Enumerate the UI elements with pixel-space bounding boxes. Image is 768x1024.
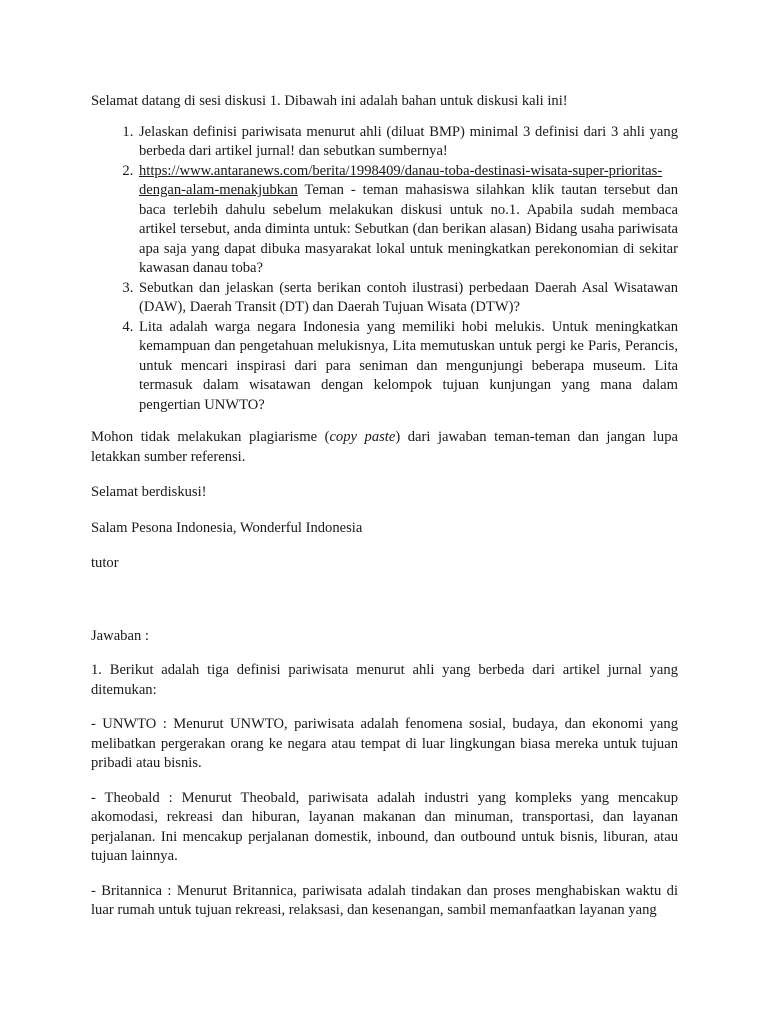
intro-paragraph: Selamat datang di sesi diskusi 1. Dibawah ini adalah bahan untuk diskusi kali ini!	[91, 93, 568, 109]
question-list	[91, 123, 678, 416]
answer-heading: Jawaban :	[91, 627, 149, 644]
question-2-text: Teman - teman mahasiswa silahkan klik tautan tersebut dan baca terlebih dahulu sebelum melakukan diskusi untuk no.1. Apabila sudah membaca artikel tersebut, anda diminta untuk: Sebutkan (dan berikan alasan) Bidang usaha pariwisata apa saja yang dapat dibuka masyarakat lokal untuk meningkatkan perekonomian di sekitar kawasan danau toba?	[139, 182, 678, 276]
signature: tutor	[91, 555, 119, 571]
plagiarism-italic: copy paste	[329, 429, 396, 445]
definition-britannica: - Britannica : Menurut Britannica, pariwisata adalah tindakan dan proses menghabiskan waktu di luar rumah untuk tujuan rekreasi, relaksasi, dan kesenangan, sambil memanfaatkan layanan yang	[91, 882, 678, 918]
question-1-text: Jelaskan definisi pariwisata menurut ahli (diluat BMP) minimal 3 definisi dari 3 ahli yang berbeda dari artikel jurnal! dan sebutkan sumbernya!	[139, 123, 678, 159]
answer-intro: 1. Berikut adalah tiga definisi pariwisata menurut ahli yang berbeda dari artikel jurnal yang ditemukan:	[91, 662, 678, 698]
greeting: Selamat berdiskusi!	[91, 484, 207, 500]
definition-theobald: - Theobald : Menurut Theobald, pariwisata adalah industri yang kompleks yang mencakup akomodasi, rekreasi dan hiburan, layanan makanan dan minuman, transportasi, dan layanan perjalanan. Ini mencakup perjalanan domestik, inbound, dan outbound untuk bisnis, liburan, atau tujuan lainnya.	[91, 789, 678, 864]
question-item-4	[137, 318, 678, 416]
question-4-text: Lita adalah warga negara Indonesia yang memiliki hobi melukis. Untuk meningkatkan kemampuan dan pengetahuan melukisnya, Lita memutuskan untuk pergi ke Paris, Perancis, untuk mencari inspirasi dari para seniman dan mengunjungi beberapa museum. Lita termasuk dalam wisatawan dengan kelompok tujuan kunjungan yang mana dalam pengertian UNWTO?	[139, 318, 678, 413]
document-page	[91, 92, 678, 921]
salam-line: Salam Pesona Indonesia, Wonderful Indonesia	[91, 519, 363, 536]
antaranews-article-link[interactable]: https://www.antaranews.com/berita/1998409/danau-toba-destinasi-wisata-super-prioritas-dengan-alam-menakjubkan	[139, 162, 663, 198]
question-item-3	[137, 279, 678, 318]
definition-unwto: - UNWTO : Menurut UNWTO, pariwisata adalah fenomena sosial, budaya, dan ekonomi yang melibatkan pergerakan orang ke negara atau tempat di luar lingkungan biasa mereka untuk tujuan pribadi atau bisnis.	[91, 716, 678, 771]
plagiarism-note	[91, 428, 678, 467]
plagiarism-text-before: Mohon tidak melakukan plagiarisme (	[91, 429, 330, 445]
question-3-text: Sebutkan dan jelaskan (serta berikan contoh ilustrasi) perbedaan Daerah Asal Wisatawan (DAW), Daerah Transit (DT) dan Daerah Tujuan Wisata (DTW)?	[139, 279, 678, 315]
question-item-2	[137, 162, 678, 279]
plagiarism-text-after: ) dari jawaban teman-teman dan jangan lupa letakkan sumber referensi.	[91, 429, 678, 465]
question-item-1	[137, 123, 678, 162]
